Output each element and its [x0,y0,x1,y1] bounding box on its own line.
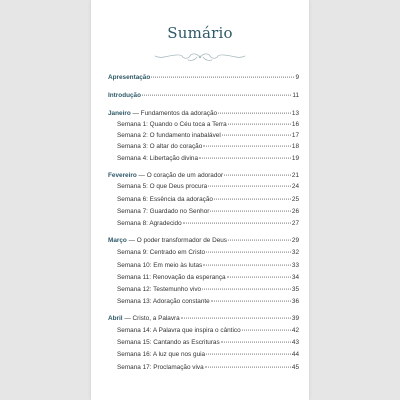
toc-semana-3[interactable] [117,143,299,151]
dot-leader [183,223,291,224]
toc-label [117,274,226,282]
toc-label [117,339,220,347]
dot-leader [142,95,291,96]
toc-marco[interactable] [108,237,299,245]
toc-label-text: Semana 6: Essência da adoração [117,196,213,203]
toc-label [117,155,198,163]
toc-label [108,237,227,245]
toc-section-name: Apresentação [108,74,151,81]
toc-abril[interactable] [108,315,299,323]
toc-label-text: Semana 1: Quando o Céu toca a Terra [117,121,227,128]
toc-semana-11[interactable] [117,274,299,282]
page-number: 21 [291,172,299,179]
toc-section-name: Janeiro [108,110,131,117]
toc-semana-2[interactable] [117,132,299,140]
toc-label [117,121,227,129]
toc-label-text: Semana 5: O que Deus procura [117,183,208,190]
page-number: 11 [292,92,299,99]
dot-leader [227,277,291,278]
toc-section-name: Introdução [108,92,142,99]
dot-leader [199,158,291,159]
toc-label-text: Semana 10: Em meio às lutas [117,262,203,269]
page-number: 42 [291,327,299,334]
dot-leader [203,146,291,147]
toc-label-text: Semana 14: A Palavra que inspira o cântico [117,327,241,334]
toc-label [117,327,241,335]
toc-label-text: Semana 13: Adoração constante [117,298,210,305]
toc-label [117,208,209,216]
toc-label [117,183,207,191]
dot-leader [206,354,291,355]
toc-section-name: Abril [108,315,123,322]
page-number: 16 [291,121,299,128]
page-number: 36 [291,298,299,305]
page-number: 39 [291,315,299,322]
toc-label [117,196,213,204]
toc-label-text: Semana 12: Testemunho vivo [117,286,202,293]
toc-janeiro[interactable] [108,110,299,118]
flourish-ornament-icon [150,51,250,63]
toc-label [117,262,202,270]
toc-label-text: Semana 15: Cantando as Escrituras [117,339,220,346]
toc-semana-15[interactable] [117,339,299,347]
toc-label [108,172,223,180]
toc-semana-6[interactable] [117,196,299,204]
toc-semana-13[interactable] [117,298,299,306]
book-page [91,0,309,400]
toc-label-text: Semana 2: O fundamento inabalável [117,132,221,139]
toc-semana-7[interactable] [117,208,299,216]
toc-label [108,110,217,118]
page-number: 17 [291,132,299,139]
dot-leader [203,265,291,266]
page-number: 32 [291,249,299,256]
dot-leader [242,330,291,331]
dot-leader [205,367,291,368]
toc-label-text: Semana 17: Proclamação viva [117,364,204,371]
toc-semana-10[interactable] [117,262,299,270]
page-number: 33 [291,262,299,269]
dot-leader [222,135,291,136]
page-number: 25 [291,196,299,203]
page-number: 44 [291,351,299,358]
toc-semana-17[interactable] [117,364,299,372]
page-title: Sumário [167,24,233,42]
toc-label-text: — Fundamentos da adoração [130,110,218,117]
dot-leader [208,186,291,187]
toc-label-text: Semana 8: Agradecido [117,220,182,227]
page-number: 18 [291,143,299,150]
dot-leader [202,289,291,290]
dot-leader [224,175,291,176]
toc-semana-4[interactable] [117,155,299,163]
dot-leader [210,211,291,212]
toc-section-name: Fevereiro [108,172,137,179]
dot-leader [214,199,291,200]
toc-label-text: — O poder transformador de Deus [126,237,227,244]
page-number: 24 [291,183,299,190]
toc-label [108,92,141,100]
page-number: 34 [291,274,299,281]
toc-label [117,351,205,359]
toc-label [117,143,202,151]
toc-label [117,220,182,228]
toc-label-text: Semana 16: A luz que nos guia [117,351,206,358]
dot-leader [221,342,291,343]
toc-label-text: — O coração de um adorador [136,172,224,179]
toc-semana-14[interactable] [117,327,299,335]
toc-label-text: Semana 4: Libertação divina [117,155,199,162]
toc-label-text: Semana 9: Centrado em Cristo [117,249,206,256]
dot-leader [218,113,291,114]
page-number: 29 [291,237,299,244]
toc-fevereiro[interactable] [108,172,299,180]
toc-label [108,315,180,323]
toc-label-text: Semana 7: Guardado no Senhor [117,208,210,215]
toc-label-text: Semana 11: Renovação da esperança [117,274,226,281]
page-number: 9 [295,74,299,81]
toc-introducao[interactable] [108,92,299,100]
toc-semana-1[interactable] [117,121,299,129]
toc-label [117,249,205,257]
dot-leader [228,240,291,241]
dot-leader [181,318,291,319]
page-number: 35 [291,286,299,293]
toc-semana-12[interactable] [117,286,299,294]
toc-semana-16[interactable] [117,351,299,359]
toc-label-text: — Cristo, a Palavra [122,315,180,322]
toc-label [108,74,150,82]
toc-label-text: Semana 3: O altar do coração [117,143,203,150]
dot-leader [151,77,294,78]
toc-semana-8[interactable] [117,220,299,228]
toc-label [117,132,221,140]
dot-leader [206,252,291,253]
page-number: 26 [291,208,299,215]
toc-semana-9[interactable] [117,249,299,257]
dot-leader [228,124,291,125]
toc-label [117,364,204,372]
toc-label [117,286,201,294]
dot-leader [211,301,291,302]
toc-label [117,298,210,306]
page-number: 45 [291,364,299,371]
toc-section-name: Março [108,237,127,244]
toc-apresentacao[interactable] [108,74,299,82]
page-number: 13 [291,110,299,117]
page-number: 43 [291,339,299,346]
page-number: 19 [291,155,299,162]
toc-semana-5[interactable] [117,183,299,191]
page-number: 27 [291,220,299,227]
